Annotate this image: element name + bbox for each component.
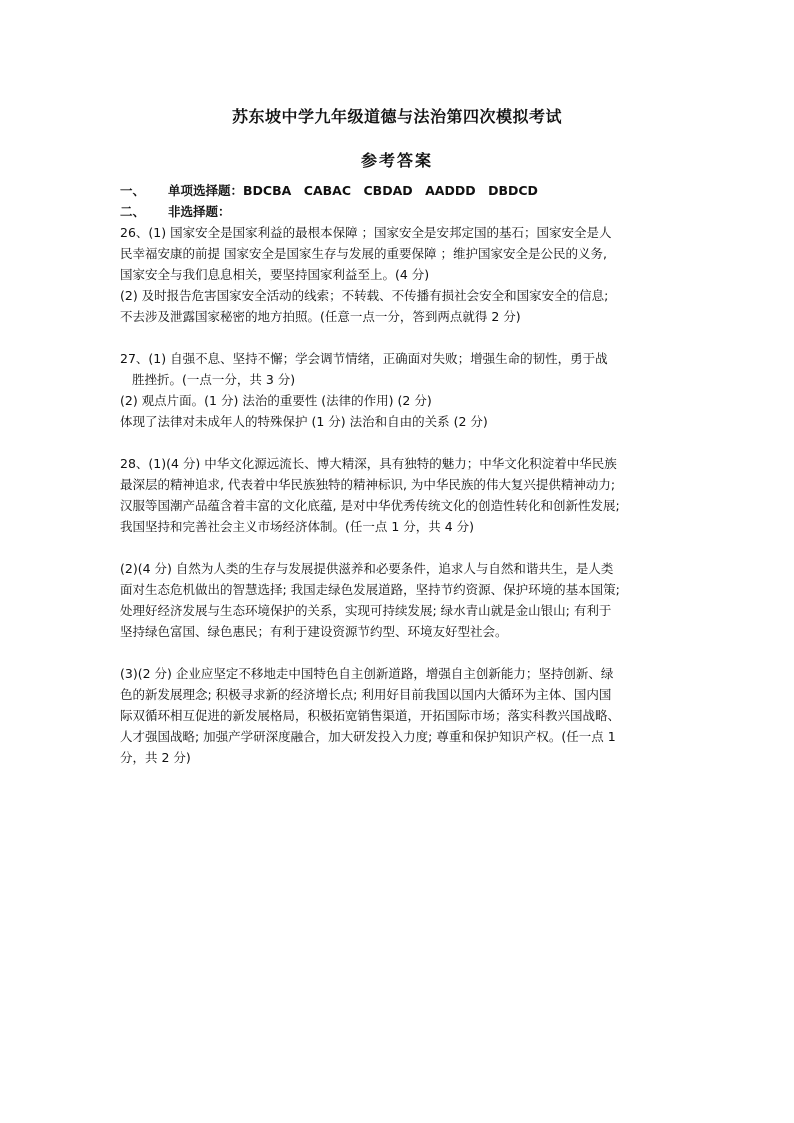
q27-line: 体现了法律对未成年人的特殊保护 (1 分) 法治和自由的关系 (2 分) [120, 414, 488, 429]
q28-part3-line: 际双循环相互促进的新发展格局，积极拓宽销售渠道，开拓国际市场；落实科教兴国战略、 [120, 708, 621, 723]
section-choice [120, 180, 680, 201]
q27-line: (2) 观点片面。(1 分) 法治的重要性 (法律的作用) (2 分) [120, 393, 432, 408]
section-nonchoice [120, 201, 680, 222]
q27-line: 胜挫折。(一点一分，共 3 分) [132, 372, 296, 387]
q28-part1-line: 我国坚持和完善社会主义市场经济体制。(任一点 1 分，共 4 分) [120, 519, 475, 534]
q28-part2-line: 面对生态危机做出的智慧选择; 我国走绿色发展道路，坚持节约资源、保护环境的基本国策; [120, 582, 620, 597]
section-text: 单项选择题：BDCBA CABAC CBDAD AADDD DBDCD [168, 183, 538, 198]
section-number: 一、 [120, 183, 146, 198]
q28-part2-line: (2)(4 分) 自然为人类的生存与发展提供滋养和必要条件，追求人与自然和谐共生，是人类 [120, 561, 614, 576]
q28-part2-line: 坚持绿色富国、绿色惠民；有利于建设资源节约型、环境友好型社会。 [120, 624, 508, 639]
page-title: 苏东坡中学九年级道德与法治第四次模拟考试 [231, 107, 562, 126]
q27-line: 27、(1) 自强不息、坚持不懈；学会调节情绪，正确面对失败；增强生命的韧性，勇于战 [120, 351, 608, 366]
q28-part1-line: 汉服等国潮产品蕴含着丰富的文化底蕴, 是对中华优秀传统文化的创造性转化和创新性发展; [120, 498, 620, 513]
q28-part3-line: 色的新发展理念; 积极寻求新的经济增长点; 利用好目前我国以国内大循环为主体、国内国 [120, 687, 612, 702]
q26-line: (2) 及时报告危害国家安全活动的线索；不转载、不传播有损社会安全和国家安全的信息; [120, 288, 609, 303]
q28-part2-line: 处理好经济发展与生态环境保护的关系，实现可持续发展; 绿水青山就是金山银山; 有利于 [120, 603, 612, 618]
q28-part3-line: 分，共 2 分) [120, 750, 191, 765]
q26-line: 26、(1) 国家安全是国家利益的最根本保障 ；国家安全是安邦定国的基石；国家安全是人 [120, 225, 612, 240]
q26-line: 国家安全与我们息息相关，要坚持国家利益至上。(4 分) [120, 267, 430, 282]
q28-part3-line: 人才强国战略; 加强产学研深度融合，加大研发投入力度; 尊重和保护知识产权。(任一点 1 [120, 729, 616, 744]
section-number: 二、 [120, 204, 146, 219]
q26-line: 民幸福安康的前提 国家安全是国家生存与发展的重要保障 ；维护国家安全是公民的义务, [120, 246, 607, 261]
page-subtitle: 参考答案 [360, 151, 433, 170]
q28-part1-line: 最深层的精神追求, 代表着中华民族独特的精神标识, 为中华民族的伟大复兴提供精神动力; [120, 477, 616, 492]
section-text: 非选择题： [168, 204, 231, 219]
answer-body [120, 180, 680, 768]
q28-part1-line: 28、(1)(4 分) 中华文化源远流长、博大精深，具有独特的魅力；中华文化积淀着中华民族 [120, 456, 617, 471]
q28-part3-line: (3)(2 分) 企业应坚定不移地走中国特色自主创新道路，增强自主创新能力；坚持创新、绿 [120, 666, 614, 681]
q26-line: 不去涉及泄露国家秘密的地方拍照。(任意一点一分，答到两点就得 2 分) [120, 309, 521, 324]
